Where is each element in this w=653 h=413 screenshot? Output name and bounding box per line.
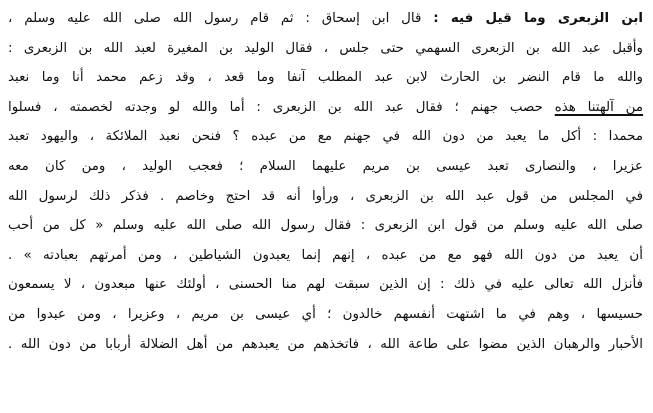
arabic-text-block <box>8 4 643 359</box>
text-line-3: والله ما قام النضر بن الحارث لابن عبد المطلب آنفا وما قعد ، وقد زعم محمد أنا وما نعبد <box>8 70 643 86</box>
underlined-phrase: من آلهتنا هذه <box>554 99 643 115</box>
text-line-5: محمدا : أكل ما يعبد من دون الله في جهنم مع من عبده ؟ فنحن نعبد الملائكة ، واليهود تعبد <box>8 129 643 145</box>
text-line-1 <box>8 4 643 34</box>
text-line-7: في المجلس من قول عبد الله بن الزبعرى ، ورأوا أنه قد احتج وخاصم . فذكر ذلك لرسول الله <box>8 188 643 204</box>
text-line-6: عزيرا ، والنصارى تعبد عيسى بن مريم عليهما السلام ؛ فعجب الوليد ، ومن كان معه <box>8 158 643 174</box>
text-line-12: الأحبار والرهبان الذين مضوا على طاعة الله ، فاتخذهم من يعبدهم من أهل الضلالة أربابا من دون الله . <box>8 336 643 352</box>
text-line-4-rest: حصب جهنم ؛ فقال عبد الله بن الزبعرى : أما والله لو وجدته لخصمته ، فسلوا <box>8 99 543 115</box>
text-line-9: أن يعبد من دون الله فهو مع من عبده ، إنهم إنما يعبدون الشياطين ، ومن أمرتهم بعبادته » . <box>8 247 643 263</box>
section-heading: ابن الزبعرى وما قيل فيه : <box>433 11 643 26</box>
text-line-1-rest: قال ابن إسحاق : ثم قام رسول الله صلى الله عليه وسلم ، <box>8 11 422 26</box>
text-line-4 <box>8 93 643 123</box>
text-line-10: فأنزل الله تعالى عليه في ذلك : إن الذين سبقت لهم منا الحسنى ، أولئك عنها مبعدون ، لا يسمعون <box>8 277 643 293</box>
text-line-8: صلى الله عليه وسلم من قول ابن الزبعرى : فقال رسول الله صلى الله عليه وسلم « كل من أحب <box>8 218 643 234</box>
text-line-2: وأقبل عبد الله بن الزبعرى السهمي حتى جلس ، فقال الوليد بن المغيرة لعبد الله بن الزبعرى : <box>8 40 643 56</box>
text-line-11: حسيسها ، وهم في ما اشتهت أنفسهم خالدون ؛ أي عيسى بن مريم ، وعزيرا ، ومن عبدوا من <box>8 306 643 322</box>
